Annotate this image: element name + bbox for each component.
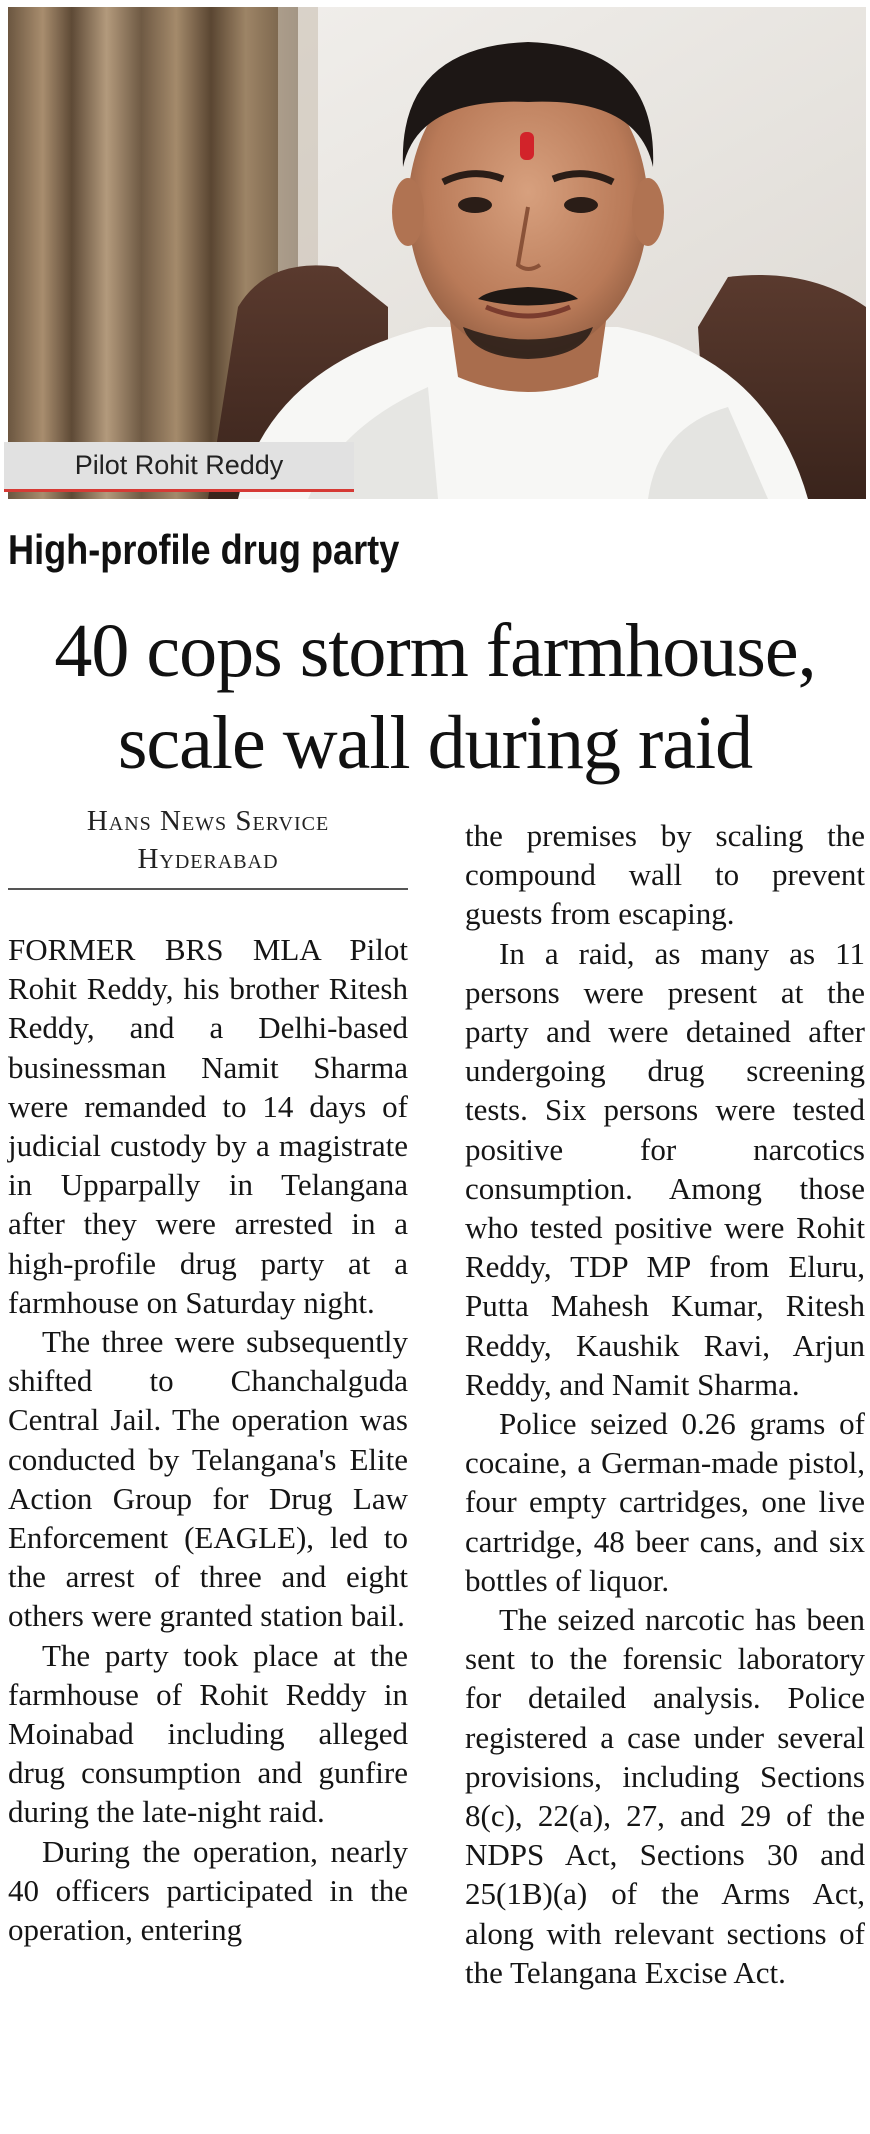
paragraph: The three were subsequently shifted to Chanchalguda Central Jail. The operation was conducted by Telangana's Elite Action Group for Drug Law Enforcement (EAGLE), led to the arrest of three and eight others were granted station bail. [8,1324,408,1634]
paragraph: The party took place at the farmhouse of Rohit Reddy in Moinabad including alleged drug consumption and gunfire during the late-night raid. [8,1637,408,1830]
byline-divider [8,888,408,890]
body-column-right [465,816,865,1992]
headline-line-2: scale wall during raid [117,701,753,785]
news-photo [8,7,866,499]
headline-line-1: 40 cops storm farmhouse, [54,609,816,693]
byline-city: Hyderabad [137,843,279,875]
portrait-illustration [8,7,866,499]
headline [0,605,870,789]
paragraph: During the operation, nearly 40 officers participated in the operation, entering [8,1833,408,1948]
byline-agency: Hans News Service [86,805,330,837]
paragraph: FORMER BRS MLA Pilot Rohit Reddy, his brother Ritesh Reddy, and a Delhi-based businessman Namit Sharma were remanded to 14 days of judicial custody by a magistrate in Upparpally in Telangana after they were arrested in a high-profile drug party at a farmhouse on Saturday night. [8,932,408,1320]
paragraph-continued: the premises by scaling the compound wall to prevent guests from escaping. [465,818,865,932]
paragraph: The seized narcotic has been sent to the forensic laboratory for detailed analysis. Police registered a case under several provisions, including Sections 8(c), 22(a), 27, and 29 of the NDPS Act, Sections 30 and 25(1B)(a) of the Arms Act, along with relevant sections of the Telangana Excise Act. [465,1602,865,1990]
paragraph: Police seized 0.26 grams of cocaine, a German-made pistol, four empty cartridges, one live cartridge, 48 beer cans, and six bottles of liquor. [465,1406,865,1598]
paragraph: In a raid, as many as 11 persons were present at the party and were detained after undergoing drug screening tests. Six persons were tested positive for narcotics consumption. Among those who tested positive were Rohit Reddy, TDP MP from Eluru, Putta Mahesh Kumar, Ritesh Reddy, Kaushik Ravi, Arjun Reddy, and Namit Sharma. [465,935,865,1402]
body-column-left [8,930,408,1949]
photo-caption: Pilot Rohit Reddy [4,442,354,492]
byline [8,802,408,878]
kicker: High-profile drug party [8,526,400,573]
